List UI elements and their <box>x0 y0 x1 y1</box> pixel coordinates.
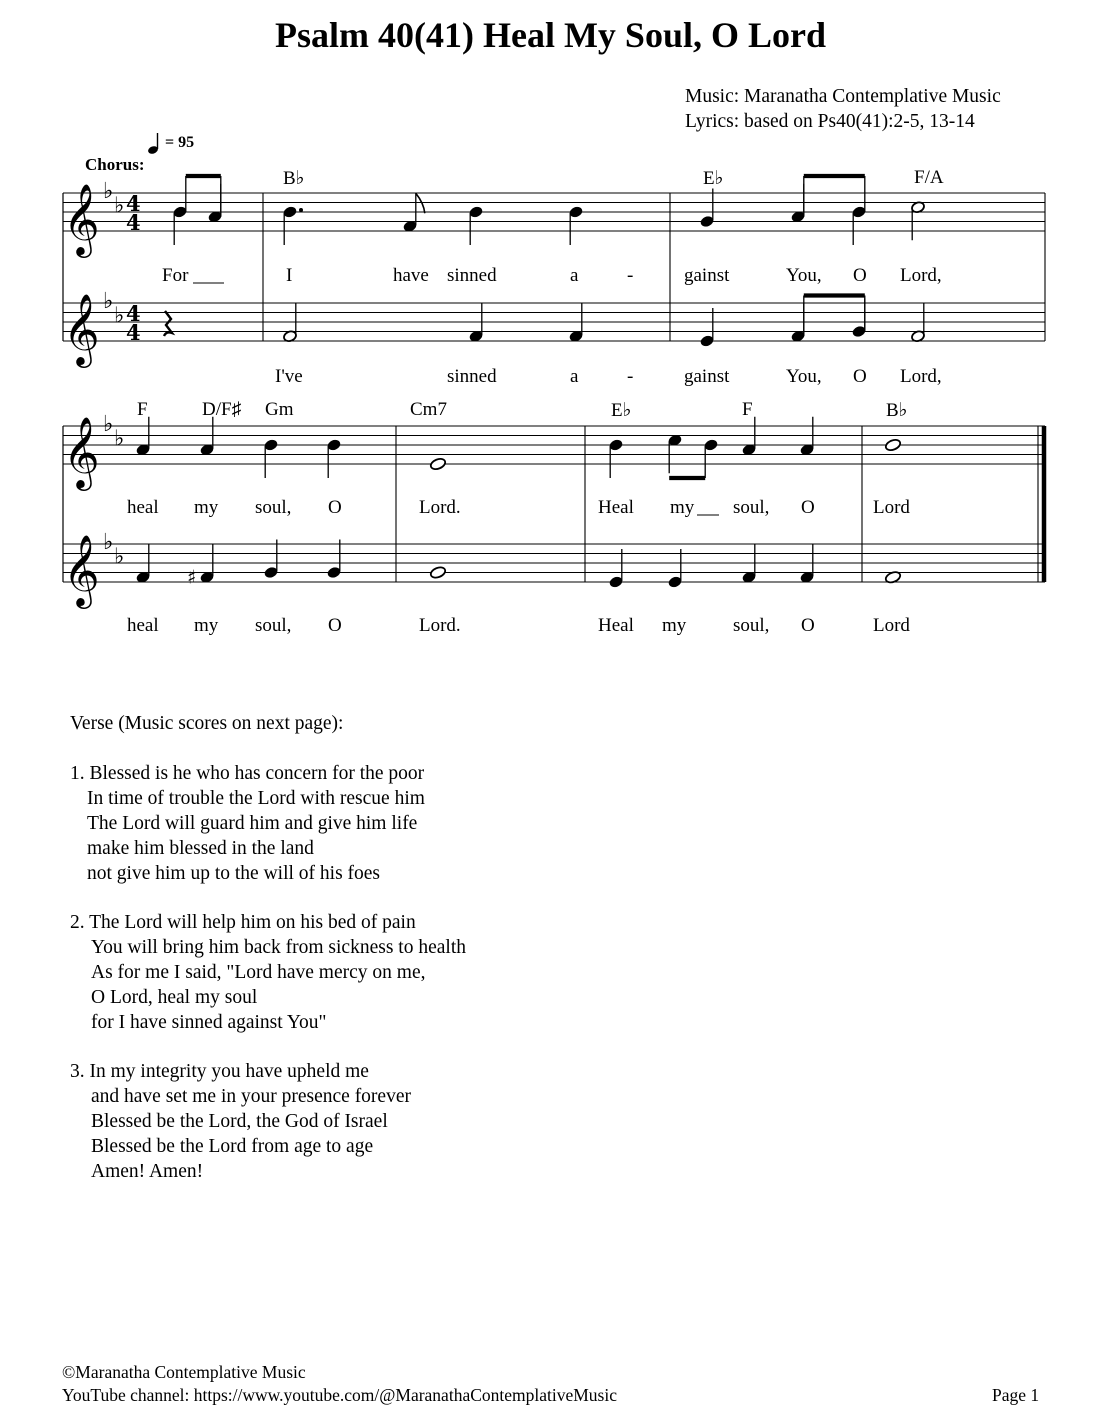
lyric-syllable: my <box>194 615 219 636</box>
lyric-syllable: soul, <box>733 497 770 518</box>
verse-line: Blessed be the Lord from age to age <box>91 1136 374 1157</box>
copyright: ©Maranatha Contemplative Music <box>62 1362 306 1382</box>
flat-icon: ♭ <box>103 530 114 555</box>
note-flag <box>416 193 425 213</box>
verse-line: and have set me in your presence forever <box>91 1086 411 1107</box>
sharp-icon: ♯ <box>187 566 197 589</box>
lyric-syllable: my <box>670 497 695 518</box>
lyric-syllable: have <box>393 265 429 286</box>
treble-clef-icon: 𝄞 <box>63 533 100 606</box>
treble-clef-icon: 𝄞 <box>63 292 100 365</box>
lyric-syllable: O <box>328 497 342 518</box>
lyrics-credit: Lyrics: based on Ps40(41):2-5, 13-14 <box>685 111 975 132</box>
flat-icon: ♭ <box>114 193 125 219</box>
lyric-syllable: sinned <box>447 366 497 387</box>
verse-line: for I have sinned against You" <box>91 1012 327 1033</box>
verse-line: make him blessed in the land <box>87 838 314 859</box>
verse-line: not give him up to the will of his foes <box>87 863 381 884</box>
whole-note <box>884 438 901 452</box>
lyric-syllable: Heal <box>598 615 634 636</box>
whole-note <box>429 565 446 579</box>
time-signature: 4 <box>126 320 141 345</box>
lyric-hyphen: - <box>627 265 634 286</box>
lyric-syllable: You, <box>786 265 822 286</box>
verse-line: 3. In my integrity you have upheld me <box>70 1061 369 1082</box>
lyric-syllable: You, <box>786 366 822 387</box>
lyric-syllable: soul, <box>255 497 292 518</box>
lyric-syllable: For <box>162 265 189 286</box>
lyric-syllable: my <box>662 615 687 636</box>
time-signature: 4 <box>126 210 141 235</box>
chord-symbol: B♭ <box>886 400 908 421</box>
music-credit: Music: Maranatha Contemplative Music <box>685 86 1001 107</box>
verse-line: The Lord will guard him and give him life <box>87 813 418 834</box>
lyric-syllable: Lord <box>873 497 910 518</box>
chord-symbol: F <box>742 399 753 420</box>
lyric-syllable: soul, <box>733 615 770 636</box>
chord-symbol: F <box>137 399 148 420</box>
lyric-syllable: a <box>570 366 579 387</box>
lyric-syllable: gainst <box>684 265 730 286</box>
music-score <box>0 0 1101 640</box>
lyric-syllable: O <box>853 265 867 286</box>
chord-symbol: Cm7 <box>410 399 447 420</box>
page-number: Page 1 <box>992 1385 1040 1405</box>
lyric-syllable: a <box>570 265 579 286</box>
augmentation-dot <box>299 208 303 212</box>
verse-line: Blessed be the Lord, the God of Israel <box>91 1111 388 1132</box>
verse-line: O Lord, heal my soul <box>91 987 258 1008</box>
lyric-syllable: O <box>801 497 815 518</box>
flat-icon: ♭ <box>103 412 114 437</box>
verse-line: In time of trouble the Lord with rescue him <box>87 788 425 809</box>
verse-heading: Verse (Music scores on next page): <box>70 713 344 734</box>
page-title: Psalm 40(41) Heal My Soul, O Lord <box>275 15 826 55</box>
chord-symbol: D/F♯ <box>202 399 242 420</box>
lyric-syllable: Lord, <box>900 265 942 286</box>
chord-symbol: E♭ <box>703 168 724 189</box>
section-label: Chorus: <box>85 155 145 174</box>
lyric-syllable: heal <box>127 497 159 518</box>
verse-line: You will bring him back from sickness to health <box>91 937 466 958</box>
verse-line: 1. Blessed is he who has concern for the poor <box>70 763 425 784</box>
verse-line: As for me I said, "Lord have mercy on me, <box>91 962 426 983</box>
lyric-syllable: gainst <box>684 366 730 387</box>
time-signature: 4 <box>126 301 141 326</box>
lyric-syllable: I've <box>275 366 303 387</box>
chord-symbol: E♭ <box>611 400 632 421</box>
treble-clef-icon: 𝄞 <box>63 415 100 488</box>
verse-line: 2. The Lord will help him on his bed of pain <box>70 912 416 933</box>
lyric-syllable: Lord. <box>419 615 461 636</box>
flat-icon: ♭ <box>114 426 125 452</box>
chord-symbol: F/A <box>914 167 944 188</box>
flat-icon: ♭ <box>103 179 114 204</box>
lyric-syllable: O <box>328 615 342 636</box>
flat-icon: ♭ <box>114 303 125 329</box>
lyric-syllable: soul, <box>255 615 292 636</box>
lyric-syllable: heal <box>127 615 159 636</box>
lyric-syllable: Lord. <box>419 497 461 518</box>
lyric-syllable: O <box>801 615 815 636</box>
flat-icon: ♭ <box>103 289 114 314</box>
chord-symbol: B♭ <box>283 168 305 189</box>
lyric-syllable: O <box>853 366 867 387</box>
lyric-syllable: Heal <box>598 497 634 518</box>
lyric-syllable: I <box>286 265 293 286</box>
lyric-syllable: Lord <box>873 615 910 636</box>
time-signature: 4 <box>126 191 141 216</box>
treble-clef-icon: 𝄞 <box>63 182 100 255</box>
tempo-marking: = 95 <box>165 134 195 151</box>
lyric-syllable: sinned <box>447 265 497 286</box>
whole-note <box>429 457 446 471</box>
flat-icon: ♭ <box>114 544 125 570</box>
lyric-hyphen: - <box>627 366 634 387</box>
chord-symbol: Gm <box>265 399 294 420</box>
verse-line: Amen! Amen! <box>91 1161 204 1182</box>
lyric-syllable: my <box>194 497 219 518</box>
lyric-syllable: Lord, <box>900 366 942 387</box>
quarter-rest-icon <box>164 311 172 336</box>
youtube-link[interactable]: YouTube channel: https://www.youtube.com/@MaranathaContemplativeMusic <box>62 1385 617 1405</box>
